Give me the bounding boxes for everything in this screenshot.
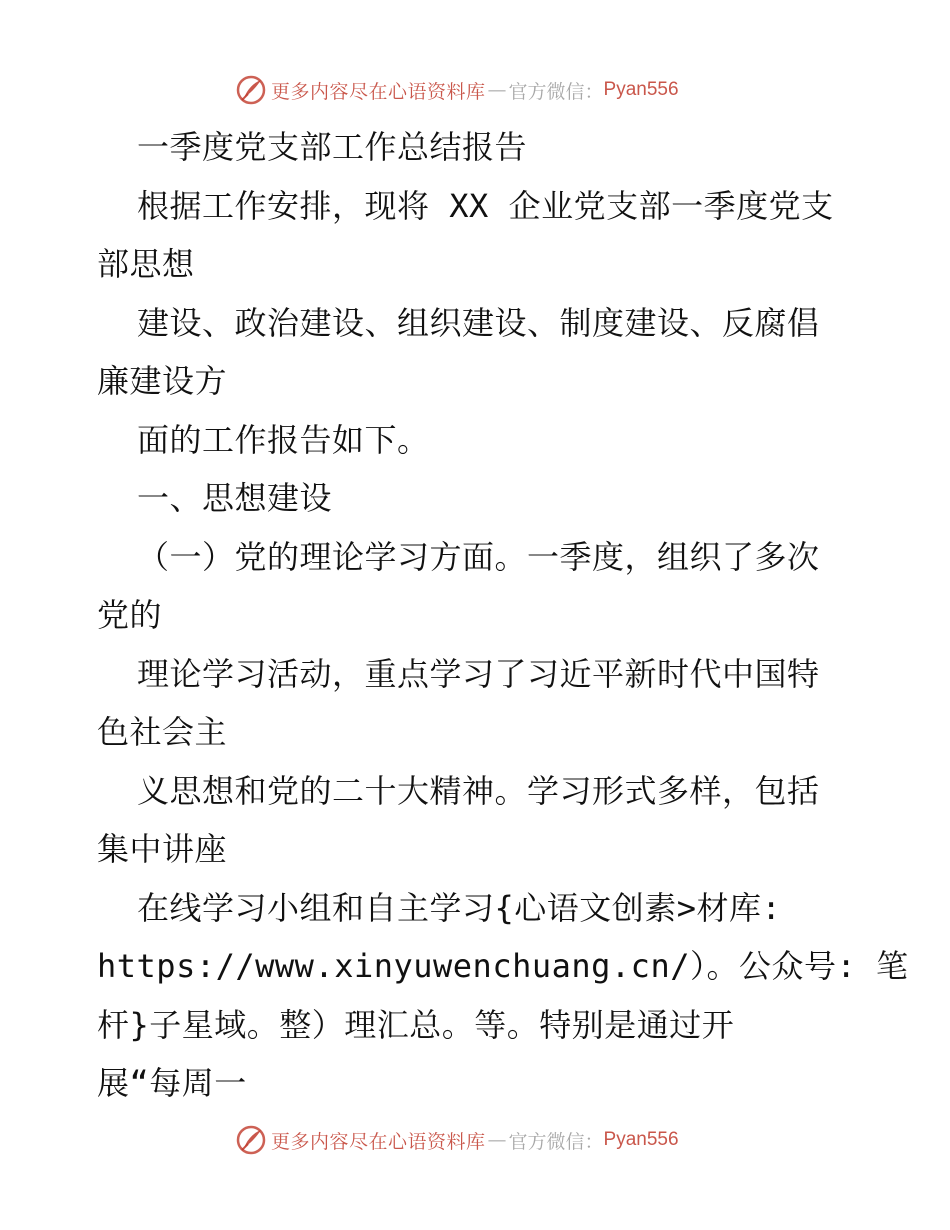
section-heading: 一、思想建设 <box>137 479 333 517</box>
text-line: 根据工作安排，现将 XX 企业党支部一季度党支 <box>137 186 834 225</box>
text-line: 在线学习小组和自主学习{心语文创素>材库: <box>137 888 782 927</box>
text-line: 理论学习活动，重点学习了习近平新时代中国特 <box>137 654 820 693</box>
text-line: 建设、政治建设、组织建设、制度建设、反腐倡 <box>137 303 820 342</box>
wechat-id: Pyan556 <box>603 1129 679 1150</box>
text-line: 义思想和党的二十大精神。学习形式多样，包括 <box>137 771 820 810</box>
text-line: 廉建设方 <box>97 362 228 400</box>
document-body <box>97 118 909 1113</box>
text-line: https://www.xinyuwenchuang.cn/）。公众号: 笔 <box>97 947 909 985</box>
document-title: 一季度党支部工作总结报告 <box>137 128 528 166</box>
text-line: 集中讲座 <box>97 830 228 868</box>
text-line: 面的工作报告如下。 <box>137 420 430 459</box>
footer-watermark <box>235 1120 715 1160</box>
text-line: 色社会主 <box>97 713 228 751</box>
text-line: （一）党的理论学习方面。一季度，组织了多次 <box>137 537 820 576</box>
brand-dash: — <box>487 79 507 101</box>
feather-pen-icon <box>235 74 267 106</box>
feather-pen-icon <box>235 1124 267 1156</box>
wechat-label: 官方微信： <box>508 1130 604 1153</box>
header-watermark <box>235 70 715 110</box>
brand-dash: — <box>487 1129 507 1151</box>
brand-text: 更多内容尽在心语资料库 <box>271 80 486 103</box>
text-line: 党的 <box>97 596 163 634</box>
text-line: 杆}子星域。整）理汇总。等。特别是通过开 <box>97 1005 735 1044</box>
wechat-label: 官方微信： <box>508 80 604 103</box>
wechat-id: Pyan556 <box>603 79 679 100</box>
text-line: 部思想 <box>97 245 195 283</box>
text-line: 展“每周一 <box>97 1064 247 1102</box>
brand-text: 更多内容尽在心语资料库 <box>271 1130 486 1153</box>
